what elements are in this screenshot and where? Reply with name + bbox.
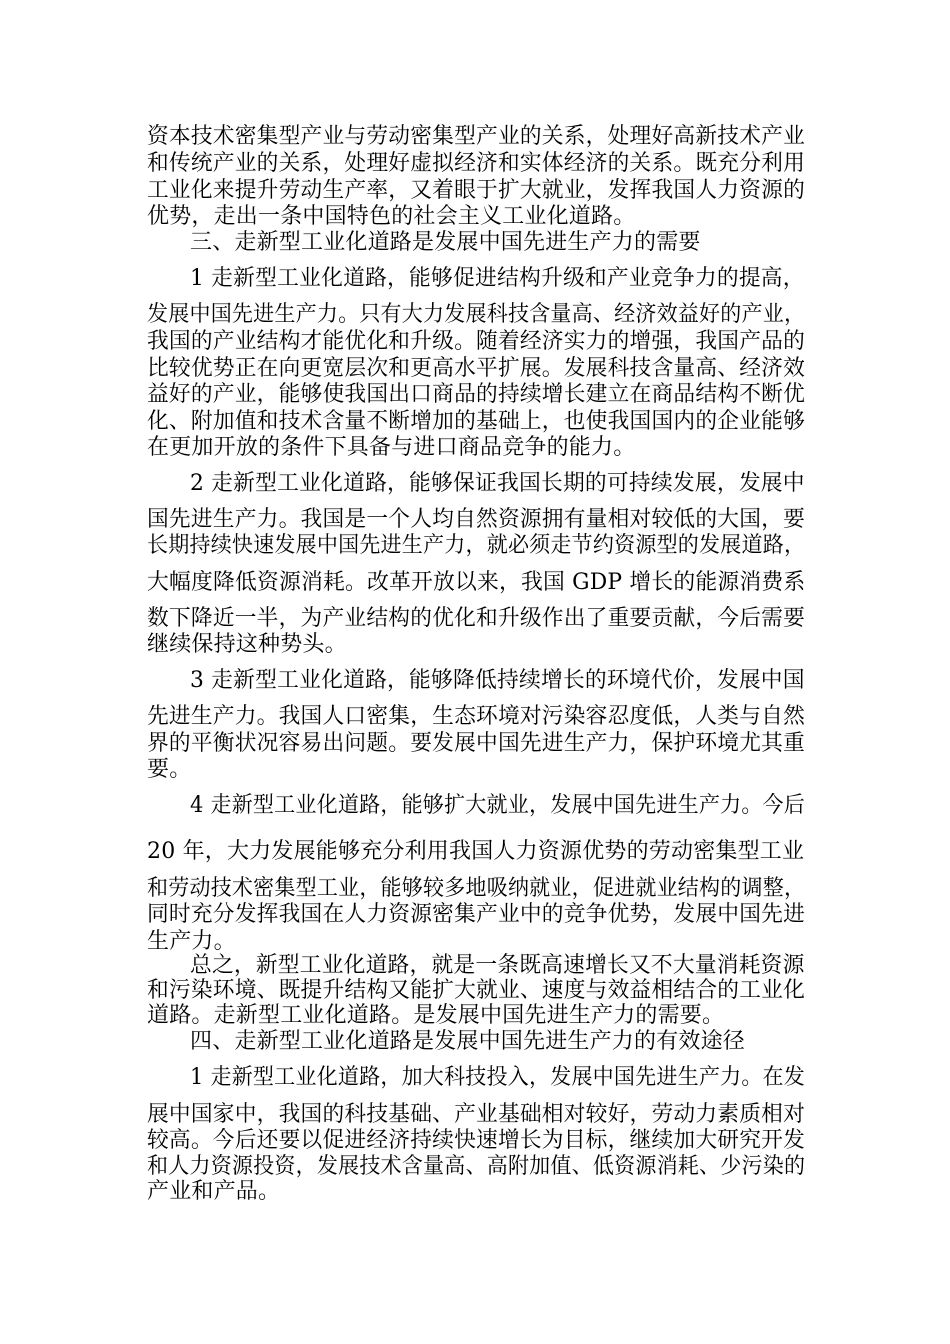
text-line: 展中国家中，我国的科技基础、产业基础相对较好，劳动力素质相对 (147, 1102, 806, 1127)
text-line: 国先进生产力。我国是一个人均自然资源拥有量相对较低的大国，要 (147, 507, 806, 532)
text-line: 1 走新型工业化道路，加大科技投入，发展中国先进生产力。在发 (190, 1065, 806, 1090)
text-line: 长期持续快速发展中国先进生产力，就必须走节约资源型的发展道路， (147, 533, 806, 558)
text-line: 较高。今后还要以促进经济持续快速增长为目标，继续加大研究开发 (147, 1128, 806, 1153)
text-line: 在更加开放的条件下具备与进口商品竞争的能力。 (147, 435, 636, 460)
text-line: 继续保持这种势头。 (147, 632, 347, 657)
text-line: 总之，新型工业化道路，就是一条既高速增长又不大量消耗资源 (190, 953, 805, 978)
text-line: 大幅度降低资源消耗。改革开放以来，我国 GDP 增长的能源消费系 (147, 570, 806, 595)
text-line: 和劳动技术密集型工业，能够较多地吸纳就业，促进就业结构的调整， (147, 876, 806, 901)
text-line: 先进生产力。我国人口密集，生态环境对污染容忍度低，人类与自然 (147, 704, 806, 729)
text-line: 界的平衡状况容易出问题。要发展中国先进生产力，保护环境尤其重 (147, 731, 806, 756)
text-line: 20 年，大力发展能够充分利用我国人力资源优势的劳动密集型工业 (147, 839, 805, 864)
text-line: 要。 (147, 757, 192, 782)
text-line: 比较优势正在向更宽层次和更高水平扩展。发展科技含量高、经济效 (147, 356, 806, 381)
text-line: 生产力。 (147, 929, 236, 954)
text-line: 化、附加值和技术含量不断增加的基础上，也使我国国内的企业能够 (147, 409, 806, 434)
text-line: 2 走新型工业化道路，能够保证我国长期的可持续发展，发展中 (190, 471, 805, 496)
text-line: 发展中国先进生产力。只有大力发展科技含量高、经济效益好的产业， (147, 302, 806, 327)
text-line: 优势，走出一条中国特色的社会主义工业化道路。 (147, 204, 636, 229)
text-line: 工业化来提升劳动生产率，又着眼于扩大就业，发挥我国人力资源的 (147, 178, 806, 203)
text-line: 资本技术密集型产业与劳动密集型产业的关系，处理好高新技术产业 (147, 124, 806, 149)
text-line: 1 走新型工业化道路，能够促进结构升级和产业竞争力的提高， (190, 266, 805, 291)
text-line: 4 走新型工业化道路，能够扩大就业，发展中国先进生产力。今后 (190, 793, 806, 818)
text-line: 益好的产业，能够使我国出口商品的持续增长建立在商品结构不断优 (147, 382, 806, 407)
text-line: 和人力资源投资，发展技术含量高、高附加值、低资源消耗、少污染的 (147, 1154, 806, 1179)
text-line: 道路。走新型工业化道路。是发展中国先进生产力的需要。 (147, 1003, 725, 1028)
section-heading: 三、走新型工业化道路是发展中国先进生产力的需要 (190, 230, 701, 255)
text-line: 数下降近一半，为产业结构的优化和升级作出了重要贡献，今后需要 (147, 606, 806, 631)
text-line: 我国的产业结构才能优化和升级。随着经济实力的增强，我国产品的 (147, 329, 806, 354)
text-line: 和传统产业的关系，处理好虚拟经济和实体经济的关系。既充分利用 (147, 151, 806, 176)
text-line: 产业和产品。 (147, 1179, 281, 1204)
text-line: 和污染环境、既提升结构又能扩大就业、速度与效益相结合的工业化 (147, 978, 806, 1003)
text-line: 3 走新型工业化道路，能够降低持续增长的环境代价，发展中国 (190, 668, 805, 693)
text-line: 同时充分发挥我国在人力资源密集产业中的竞争优势，发展中国先进 (147, 902, 806, 927)
section-heading: 四、走新型工业化道路是发展中国先进生产力的有效途径 (190, 1029, 746, 1054)
